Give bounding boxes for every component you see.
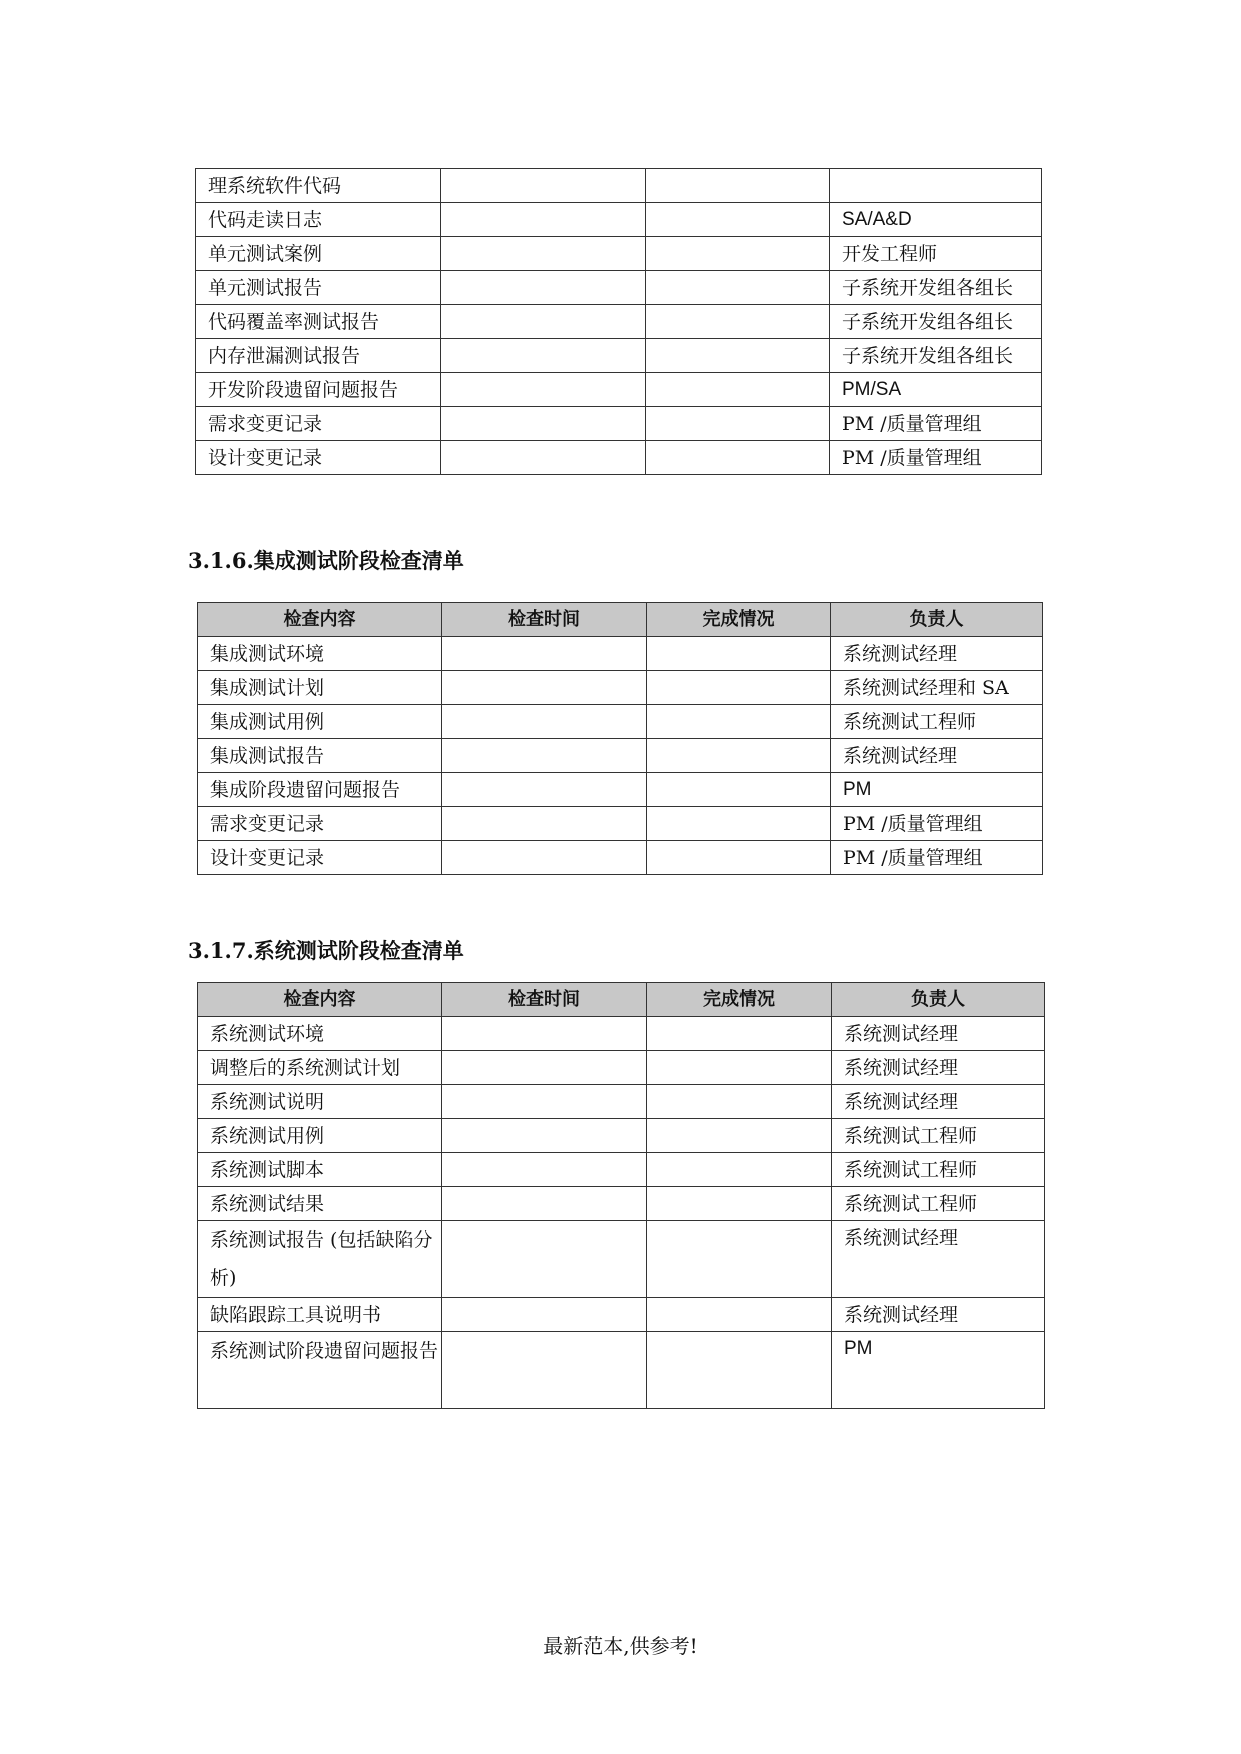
table-row	[198, 1051, 1045, 1085]
section-heading-integration: 3.1.6.集成测试阶段检查清单	[188, 548, 464, 573]
check-item: 需求变更记录	[198, 807, 442, 841]
system-checklist-table	[197, 982, 1045, 1409]
check-item: 需求变更记录	[196, 407, 441, 441]
section-heading-system: 3.1.7.系统测试阶段检查清单	[188, 938, 464, 963]
check-item: 单元测试报告	[196, 271, 441, 305]
check-time	[442, 739, 647, 773]
owner: 子系统开发组各组长	[830, 339, 1042, 373]
check-item: 系统测试脚本	[198, 1153, 442, 1187]
check-time	[441, 203, 646, 237]
table-row	[198, 1085, 1045, 1119]
completion	[647, 1332, 832, 1409]
owner: 系统测试经理	[832, 1017, 1045, 1051]
check-time	[441, 271, 646, 305]
table-row	[196, 203, 1042, 237]
check-item: 设计变更记录	[198, 841, 442, 875]
completion	[646, 441, 830, 475]
check-time	[441, 305, 646, 339]
check-time	[442, 841, 647, 875]
owner: 系统测试经理	[832, 1298, 1045, 1332]
table-row	[198, 1298, 1045, 1332]
completion	[646, 305, 830, 339]
table-row	[196, 237, 1042, 271]
check-item: 调整后的系统测试计划	[198, 1051, 442, 1085]
check-item: 集成测试用例	[198, 705, 442, 739]
check-item: 系统测试结果	[198, 1187, 442, 1221]
check-item: 设计变更记录	[196, 441, 441, 475]
check-time	[442, 773, 647, 807]
owner: 系统测试经理	[832, 1051, 1045, 1085]
check-time	[442, 637, 647, 671]
table-row	[198, 705, 1043, 739]
check-time	[442, 1119, 647, 1153]
owner: SA/A&D	[830, 203, 1042, 237]
completion	[646, 169, 830, 203]
table-row	[198, 1017, 1045, 1051]
table-row	[198, 1153, 1045, 1187]
table-row	[196, 169, 1042, 203]
table-row	[196, 271, 1042, 305]
completion	[647, 1187, 832, 1221]
check-time	[441, 407, 646, 441]
completion	[647, 1153, 832, 1187]
check-item: 系统测试说明	[198, 1085, 442, 1119]
check-time	[442, 1187, 647, 1221]
owner: 系统测试经理	[831, 739, 1043, 773]
check-item: 内存泄漏测试报告	[196, 339, 441, 373]
table-header-row	[198, 983, 1045, 1017]
completion	[647, 807, 831, 841]
check-time	[442, 1085, 647, 1119]
check-item: 集成测试报告	[198, 739, 442, 773]
table-row	[198, 671, 1043, 705]
owner: 子系统开发组各组长	[830, 305, 1042, 339]
owner: 系统测试工程师	[832, 1187, 1045, 1221]
check-time	[442, 705, 647, 739]
page-footer: 最新范本,供参考!	[543, 1634, 698, 1658]
header-check-item: 检查内容	[198, 603, 442, 637]
owner: PM /质量管理组	[830, 407, 1042, 441]
table-row	[198, 1187, 1045, 1221]
check-time	[441, 169, 646, 203]
table-row	[196, 441, 1042, 475]
check-time	[442, 671, 647, 705]
table-header-row	[198, 603, 1043, 637]
check-time	[441, 441, 646, 475]
table-row	[198, 1221, 1045, 1298]
table-row	[198, 841, 1043, 875]
owner: PM /质量管理组	[830, 441, 1042, 475]
completion	[647, 739, 831, 773]
owner: 系统测试工程师	[831, 705, 1043, 739]
completion	[646, 339, 830, 373]
integration-checklist-table	[197, 602, 1043, 875]
check-item: 开发阶段遗留问题报告	[196, 373, 441, 407]
completion	[647, 841, 831, 875]
owner: 系统测试工程师	[832, 1119, 1045, 1153]
owner: PM	[831, 773, 1043, 807]
table-row	[198, 739, 1043, 773]
owner: PM/SA	[830, 373, 1042, 407]
owner: PM /质量管理组	[831, 807, 1043, 841]
completion	[646, 373, 830, 407]
check-item: 单元测试案例	[196, 237, 441, 271]
completion	[646, 237, 830, 271]
header-owner: 负责人	[832, 983, 1045, 1017]
owner: PM	[832, 1332, 1045, 1409]
check-item: 系统测试环境	[198, 1017, 442, 1051]
completion	[647, 1298, 832, 1332]
table-row	[196, 339, 1042, 373]
completion	[647, 1119, 832, 1153]
header-check-time: 检查时间	[442, 983, 647, 1017]
check-item: 系统测试报告 (包括缺陷分析)	[198, 1221, 442, 1298]
completion	[647, 1085, 832, 1119]
check-item: 代码覆盖率测试报告	[196, 305, 441, 339]
continued-checklist-table	[195, 168, 1042, 475]
owner: 系统测试工程师	[832, 1153, 1045, 1187]
owner: 系统测试经理	[832, 1221, 1045, 1298]
check-item: 集成阶段遗留问题报告	[198, 773, 442, 807]
check-time	[442, 1017, 647, 1051]
owner: 系统测试经理和 SA	[831, 671, 1043, 705]
check-item: 代码走读日志	[196, 203, 441, 237]
completion	[646, 203, 830, 237]
table-row	[196, 407, 1042, 441]
header-completion: 完成情况	[647, 603, 831, 637]
completion	[647, 1221, 832, 1298]
check-time	[442, 807, 647, 841]
table-row	[198, 1119, 1045, 1153]
completion	[646, 271, 830, 305]
check-time	[442, 1298, 647, 1332]
header-owner: 负责人	[831, 603, 1043, 637]
check-item: 系统测试用例	[198, 1119, 442, 1153]
table-row	[198, 773, 1043, 807]
check-time	[442, 1332, 647, 1409]
completion	[647, 1051, 832, 1085]
check-item: 理系统软件代码	[196, 169, 441, 203]
owner: 系统测试经理	[831, 637, 1043, 671]
header-check-time: 检查时间	[442, 603, 647, 637]
completion	[647, 1017, 832, 1051]
check-time	[441, 237, 646, 271]
owner	[830, 169, 1042, 203]
table-row	[198, 1332, 1045, 1409]
completion	[647, 705, 831, 739]
check-item: 系统测试阶段遗留问题报告	[198, 1332, 442, 1409]
completion	[647, 671, 831, 705]
owner: 子系统开发组各组长	[830, 271, 1042, 305]
header-check-item: 检查内容	[198, 983, 442, 1017]
header-completion: 完成情况	[647, 983, 832, 1017]
owner: 系统测试经理	[832, 1085, 1045, 1119]
table-row	[196, 373, 1042, 407]
owner: PM /质量管理组	[831, 841, 1043, 875]
check-time	[441, 373, 646, 407]
completion	[646, 407, 830, 441]
completion	[647, 773, 831, 807]
check-time	[441, 339, 646, 373]
check-item: 缺陷跟踪工具说明书	[198, 1298, 442, 1332]
check-item: 集成测试环境	[198, 637, 442, 671]
table-row	[196, 305, 1042, 339]
check-time	[442, 1153, 647, 1187]
check-item: 集成测试计划	[198, 671, 442, 705]
table-row	[198, 807, 1043, 841]
owner: 开发工程师	[830, 237, 1042, 271]
completion	[647, 637, 831, 671]
check-time	[442, 1051, 647, 1085]
table-row	[198, 637, 1043, 671]
check-time	[442, 1221, 647, 1298]
